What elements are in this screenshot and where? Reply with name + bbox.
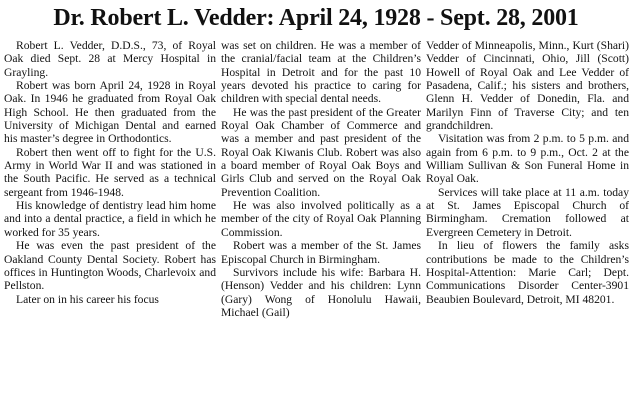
article-column-1	[4, 39, 216, 306]
paragraph: His knowledge of dentistry lead him home and into a dental practice, a field in which he worked for 35 years.	[4, 199, 216, 239]
paragraph: He was even the past president of the Oakland County Dental Society. Robert has offices in Huntington Woods, Charlevoix and Pellston.	[4, 239, 216, 293]
paragraph: Robert was a member of the St. James Episcopal Church in Birmingham.	[221, 239, 421, 266]
paragraph: Survivors include his wife: Barbara H. (Henson) Vedder and his children: Lynn (Gary) Wong of Honolulu Hawaii, Michael (Gail)	[221, 265, 421, 319]
paragraph: Robert L. Vedder, D.D.S., 73, of Royal Oak died Sept. 28 at Mercy Hospital in Grayling.	[4, 39, 216, 79]
paragraph: He was the past president of the Greater Royal Oak Chamber of Commerce and was a member and past president of the Royal Oak Kiwanis Club. Robert was also a board member of Royal Oak Boys and Girls Club and served on the Royal Oak Prevention Coalition.	[221, 105, 421, 199]
paragraph: Services will take place at 11 a.m. today at St. James Episcopal Church of Birmingham. Cremation followed at Evergreen Cemetery in Detroit.	[426, 185, 629, 239]
paragraph: In lieu of flowers the family asks contributions be made to the Children’s Hospital-Attention: Marie Carl; Dept. Communications Disorder Center-3901 Beaubien Boulevard, Detroit, MI 48201.	[426, 239, 629, 306]
paragraph: Robert was born April 24, 1928 in Royal Oak. In 1946 he graduated from Royal Oak High School. He then graduated from the University of Michigan Dental and earned his master’s degree in Orthodontics.	[4, 79, 216, 146]
paragraph: Visitation was from 2 p.m. to 5 p.m. and again from 6 p.m. to 9 p.m., Oct. 2 at the William Sullivan & Son Funeral Home in Royal Oak.	[426, 132, 629, 186]
paragraph: He was also involved politically as a member of the city of Royal Oak Planning Commission.	[221, 199, 421, 239]
article-column-2	[221, 39, 421, 319]
paragraph: Vedder of Minneapolis, Minn., Kurt (Shari) Vedder of Cincinnati, Ohio, Jill (Scott) Howell of Royal Oak and Lee Vedder of Pasadena, Calif.; his sisters and brothers, Glenn H. Vedder of Donedin, Fla. and Marilyn Finn of Traverse City; and ten grandchildren.	[426, 39, 629, 133]
paragraph: Later on in his career his focus	[16, 292, 159, 306]
paragraph: was set on children. He was a member of the cranial/facial team at the Children’s Hospital in Detroit and for the past 10 years devoted his practice to caring for children with special dental needs.	[221, 39, 421, 106]
paragraph: Robert then went off to fight for the U.S. Army in World War II and was stationed in the South Pacific. He served as a technical sergeant from 1946-1948.	[4, 145, 216, 199]
article-column-3	[426, 39, 629, 306]
obituary-headline: Dr. Robert L. Vedder: April 24, 1928 - Sept. 28, 2001	[53, 5, 579, 31]
